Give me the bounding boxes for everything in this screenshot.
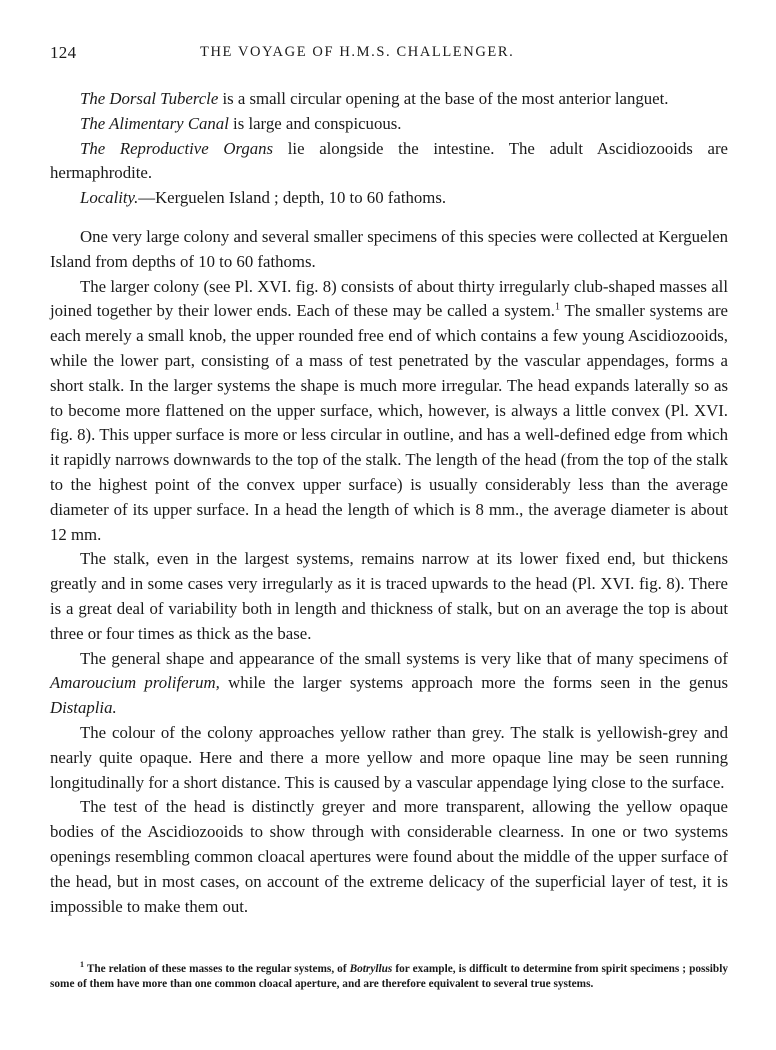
running-head: THE VOYAGE OF H.M.S. CHALLENGER. [200,44,515,60]
page-number: 124 [50,43,77,62]
dorsal-tubercle-paragraph [50,87,728,112]
test-paragraph: The test of the head is distinctly greyer and more transparent, allowing the yellow opaque bodies of the Ascidiozooids to show through with considerable clearness. In one or two systems openings resembling common cloacal apertures were found about the middle of the upper surface of the head, but in most cases, on account of the extreme delicacy of the superficial layer of test, it is impossible to make them out. [50,797,728,916]
footnote-text: The relation of these masses to the regular systems, of [84,963,350,975]
paragraph-text: is large and conspicuous. [228,113,402,133]
shape-paragraph [50,647,728,721]
section-label: Locality. [80,188,139,208]
species-name: Amaroucium proliferum, [50,673,220,693]
section-label: The Dorsal Tubercle [80,89,219,108]
footnote-reference: 1 [555,301,561,313]
paragraph-text: while the larger systems approach more the forms seen in the genus [219,673,729,693]
stalk-paragraph: The stalk, even in the largest systems, remains narrow at its lower fixed end, but thickens greatly and in some cases very irregularly as it is traced upwards to the head (Pl. XVI. fig. 8). There is a great deal of variability both in length and thickness of stalk, but on an average the top is about three or four times as thick as the base. [50,549,728,643]
genus-name: Distaplia. [50,698,117,718]
colour-paragraph: The colour of the colony approaches yellow rather than grey. The stalk is yellowish-grey and nearly quite opaque. Here and there a more yellow and more opaque line may be seen running longitudinally for a short distance. This is caused by a vascular appendage lying close to the surface. [50,722,728,792]
paragraph-text: The larger colony (see Pl. XVI. fig. 8) consists of about thirty irregularly club-shaped masses all joined together by their lower ends. Each of these may be called a system. [50,276,728,321]
paragraph-text: The smaller systems are each merely a small knob, the upper rounded free end of which contains a few young Ascidiozooids, while the lower part, consisting of a mass of test penetrated by the vascular appendages, forms a short stalk. In the larger systems the shape is much more irregular. The head expands laterally so as to become more flattened on the upper surface, which, however, is always a little convex (Pl. XVI. fig. 8). This upper surface is more or less circular in outline, and has a well-defined edge from which it rapidly narrows downwards to the top of the stalk. The length of the head (from the top of the stalk to the highest point of the convex upper surface) is usually considerably less than the average diameter of its upper surface. In a head the length of which is 8 mm., the average diameter is about 12 mm. [50,301,729,544]
footnote-genus: Botryllus [349,963,393,975]
paragraph-text: —Kerguelen Island ; depth, 10 to 60 fathoms. [138,188,447,208]
section-label: The Alimentary Canal [80,113,229,133]
body-text [50,87,728,919]
collection-paragraph: One very large colony and several smaller specimens of this species were collected at Kerguelen Island from depths of 10 to 60 fathoms. [50,226,729,271]
paragraph-text: lie alongside the intestine. The adult Ascidiozooids are hermaphrodite. [50,138,728,183]
footnote [50,962,728,992]
footnote-marker: 1 [80,960,84,970]
larger-colony-paragraph [50,275,728,548]
page-header [50,43,730,67]
reproductive-organs-paragraph [50,137,728,187]
section-label: The Reproductive Organs [80,138,274,158]
locality-paragraph [50,186,728,211]
footnote-area [50,962,728,992]
alimentary-canal-paragraph [50,112,728,137]
paragraph-text: is a small circular opening at the base of the most anterior languet. [218,89,669,108]
paragraph-text: The general shape and appearance of the small systems is very like that of many specimens of [80,648,728,668]
footnote-text: for example, is difficult to determine from spirit specimens ; possibly some of them have more than one common cloacal aperture, and are therefore equivalent to several true systems. [50,963,728,990]
